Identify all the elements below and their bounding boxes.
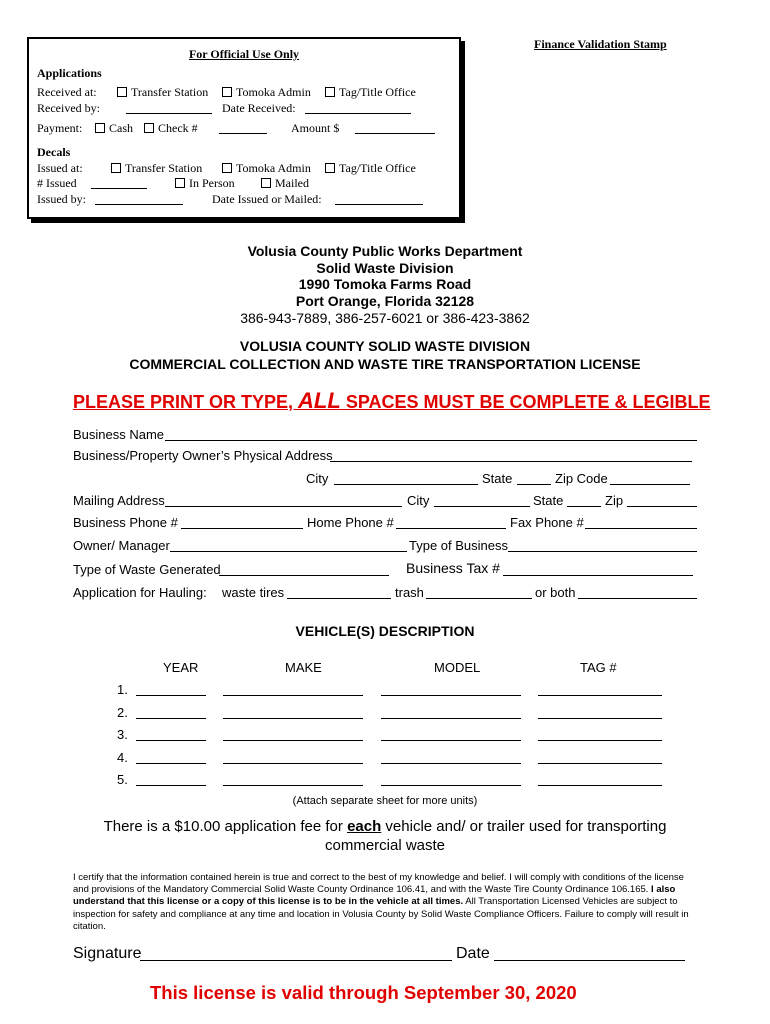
issued-tomoka-admin-option[interactable]: Tomoka Admin <box>222 161 311 176</box>
dept-street: 1990 Tomoka Farms Road <box>298 276 472 292</box>
issued-transfer-station-option[interactable]: Transfer Station <box>111 161 202 176</box>
received-by-label: Received by: <box>37 101 100 115</box>
received-at-label: Received at: <box>37 85 97 99</box>
business-name-label: Business Name <box>73 427 165 442</box>
zip-code-label: Zip Code <box>555 471 608 486</box>
official-use-title: For Official Use Only <box>188 47 300 61</box>
vehicle-model-line[interactable] <box>381 753 521 764</box>
in-person-option[interactable]: In Person <box>175 176 235 191</box>
business-name-line[interactable] <box>165 430 697 441</box>
decals-heading: Decals <box>37 145 71 159</box>
checkbox-icon[interactable] <box>95 123 105 133</box>
home-phone-line[interactable] <box>396 518 506 529</box>
owner-manager-label: Owner/ Manager <box>73 538 170 553</box>
vehicle-tag-line[interactable] <box>538 753 662 764</box>
number-issued-label: # Issued <box>37 176 77 190</box>
dept-city: Port Orange, Florida 32128 <box>295 293 475 309</box>
payment-cash-option[interactable]: Cash <box>95 121 133 136</box>
issued-tag-title-office-option[interactable]: Tag/Title Office <box>325 161 416 176</box>
vehicle-model-line[interactable] <box>381 775 521 786</box>
waste-generated-label: Type of Waste Generated <box>73 562 221 577</box>
signature-line[interactable] <box>140 948 452 961</box>
print-instruction: PLEASE PRINT OR TYPE, ALL SPACES MUST BE COMPLETE & LEGIBLE <box>73 388 711 413</box>
trash-label: trash <box>395 585 424 600</box>
vehicle-tag-line[interactable] <box>538 730 662 741</box>
mailing-zip-label: Zip <box>605 493 624 508</box>
column-model: MODEL <box>434 660 481 675</box>
vehicle-make-line[interactable] <box>223 753 363 764</box>
waste-tires-label: waste tires <box>222 585 285 600</box>
check-number-line[interactable] <box>219 123 267 134</box>
vehicle-make-line[interactable] <box>223 708 363 719</box>
checkbox-icon[interactable] <box>222 163 232 173</box>
waste-generated-line[interactable] <box>219 565 389 576</box>
mailing-state-label: State <box>533 493 564 508</box>
business-phone-label: Business Phone # <box>73 515 178 530</box>
vehicle-row-number: 1. <box>117 682 128 697</box>
vehicle-model-line[interactable] <box>381 730 521 741</box>
valid-through-notice: This license is valid through September 30, 2020 <box>150 982 577 1003</box>
date-line[interactable] <box>494 948 685 961</box>
vehicle-tag-line[interactable] <box>538 685 662 696</box>
mailing-address-line[interactable] <box>165 496 402 507</box>
mailed-option[interactable]: Mailed <box>261 176 309 191</box>
checkbox-icon[interactable] <box>111 163 121 173</box>
vehicle-model-line[interactable] <box>381 708 521 719</box>
vehicle-model-line[interactable] <box>381 685 521 696</box>
date-issued-line[interactable] <box>335 194 423 205</box>
applications-heading: Applications <box>37 66 102 80</box>
dept-name: Volusia County Public Works Department <box>247 243 523 259</box>
mailing-address-label: Mailing Address <box>73 493 165 508</box>
fax-phone-line[interactable] <box>585 518 697 529</box>
mailing-city-line[interactable] <box>434 496 530 507</box>
waste-tires-line[interactable] <box>287 588 391 599</box>
vehicle-row-number: 4. <box>117 749 128 765</box>
business-phone-line[interactable] <box>181 518 303 529</box>
vehicle-year-line[interactable] <box>136 775 206 786</box>
checkbox-icon[interactable] <box>325 87 335 97</box>
license-title-line2: COMMERCIAL COLLECTION AND WASTE TIRE TRANSPORTATION LICENSE <box>129 356 641 372</box>
amount-line[interactable] <box>355 123 435 134</box>
signature-label: Signature <box>73 945 142 962</box>
checkbox-icon[interactable] <box>175 178 185 188</box>
issued-by-line[interactable] <box>95 194 183 205</box>
instruction-emphasis: ALL <box>298 388 341 413</box>
received-tag-title-office-option[interactable]: Tag/Title Office <box>325 85 416 100</box>
vehicle-year-line[interactable] <box>136 685 206 696</box>
checkbox-icon[interactable] <box>144 123 154 133</box>
finance-validation-stamp-label: Finance Validation Stamp <box>534 37 667 51</box>
dept-phones: 386-943-7889, 386-257-6021 or 386-423-3862 <box>240 310 530 326</box>
owner-address-line[interactable] <box>330 451 692 462</box>
date-received-line[interactable] <box>305 103 411 114</box>
checkbox-icon[interactable] <box>222 87 232 97</box>
issued-by-label: Issued by: <box>37 192 86 206</box>
vehicle-year-line[interactable] <box>136 753 206 764</box>
type-of-business-label: Type of Business <box>409 538 508 553</box>
mailing-state-line[interactable] <box>567 496 601 507</box>
vehicle-row-number: 5. <box>117 772 128 787</box>
type-of-business-line[interactable] <box>508 541 697 552</box>
received-transfer-station-option[interactable]: Transfer Station <box>117 85 208 100</box>
date-received-label: Date Received: <box>222 101 296 115</box>
vehicle-row-number: 3. <box>117 727 128 742</box>
owner-manager-line[interactable] <box>170 541 407 552</box>
fee-line1: There is a $10.00 application fee for each vehicle and/ or trailer used for transporting <box>103 818 667 835</box>
vehicle-tag-line[interactable] <box>538 775 662 786</box>
home-phone-label: Home Phone # <box>307 515 394 530</box>
mailing-zip-line[interactable] <box>627 496 697 507</box>
official-use-box <box>27 37 461 219</box>
attach-note: (Attach separate sheet for more units) <box>292 795 478 807</box>
fee-emphasis: each <box>347 818 382 835</box>
payment-label: Payment: <box>37 121 83 135</box>
fee-line2: commercial waste <box>324 837 446 854</box>
owner-address-label: Business/Property Owner’s Physical Address <box>73 448 333 463</box>
or-both-line[interactable] <box>578 588 697 599</box>
date-label: Date <box>456 945 490 962</box>
or-both-label: or both <box>535 585 576 600</box>
vehicles-heading: VEHICLE(S) DESCRIPTION <box>295 623 475 639</box>
certification-text: I certify that the information contained herein is true and correct to the best of my knowledge and belief. I will comply with conditions of the license and provisions of the Mandatory Commercial Solid Waste County Ordinance 106.41, and with the Waste Tire County Ordinance 106.165. I also understand that this license or a copy of this license is to be in the vehicle at all times. All Transportation Licensed Vehicles are subject to inspection for safety and compliance at any time and location in Volusia County by Solid Waste Compliance Officers. Failure to comply will result in citation. <box>73 872 689 932</box>
dept-division: Solid Waste Division <box>316 260 454 276</box>
city-line[interactable] <box>334 474 478 485</box>
license-title-line1: VOLUSIA COUNTY SOLID WASTE DIVISION <box>239 338 531 354</box>
vehicle-year-line[interactable] <box>136 708 206 719</box>
vehicle-row-number: 2. <box>117 704 128 720</box>
issued-at-label: Issued at: <box>37 161 83 175</box>
fax-phone-label: Fax Phone # <box>510 515 584 530</box>
vehicle-make-line[interactable] <box>223 685 363 696</box>
received-by-line[interactable] <box>126 103 212 114</box>
state-label: State <box>482 471 513 486</box>
column-tag: TAG # <box>580 660 617 675</box>
date-issued-label: Date Issued or Mailed: <box>212 192 322 206</box>
checkbox-icon[interactable] <box>117 87 127 97</box>
vehicle-make-line[interactable] <box>223 730 363 741</box>
zip-code-line[interactable] <box>610 474 690 485</box>
state-line[interactable] <box>517 474 551 485</box>
received-tomoka-admin-option[interactable]: Tomoka Admin <box>222 85 311 100</box>
vehicle-make-line[interactable] <box>223 775 363 786</box>
hauling-label: Application for Hauling: <box>73 585 207 600</box>
number-issued-line[interactable] <box>91 178 147 189</box>
vehicle-year-line[interactable] <box>136 730 206 741</box>
checkbox-icon[interactable] <box>325 163 335 173</box>
amount-label: Amount $ <box>291 121 340 135</box>
vehicle-tag-line[interactable] <box>538 708 662 719</box>
mailing-city-label: City <box>407 493 430 508</box>
column-year: YEAR <box>163 660 199 675</box>
column-make: MAKE <box>285 660 322 675</box>
trash-line[interactable] <box>426 588 532 599</box>
payment-check-option[interactable]: Check # <box>144 121 198 136</box>
business-tax-line[interactable] <box>503 565 693 576</box>
checkbox-icon[interactable] <box>261 178 271 188</box>
business-tax-label: Business Tax # <box>406 560 500 576</box>
city-label: City <box>306 471 329 486</box>
